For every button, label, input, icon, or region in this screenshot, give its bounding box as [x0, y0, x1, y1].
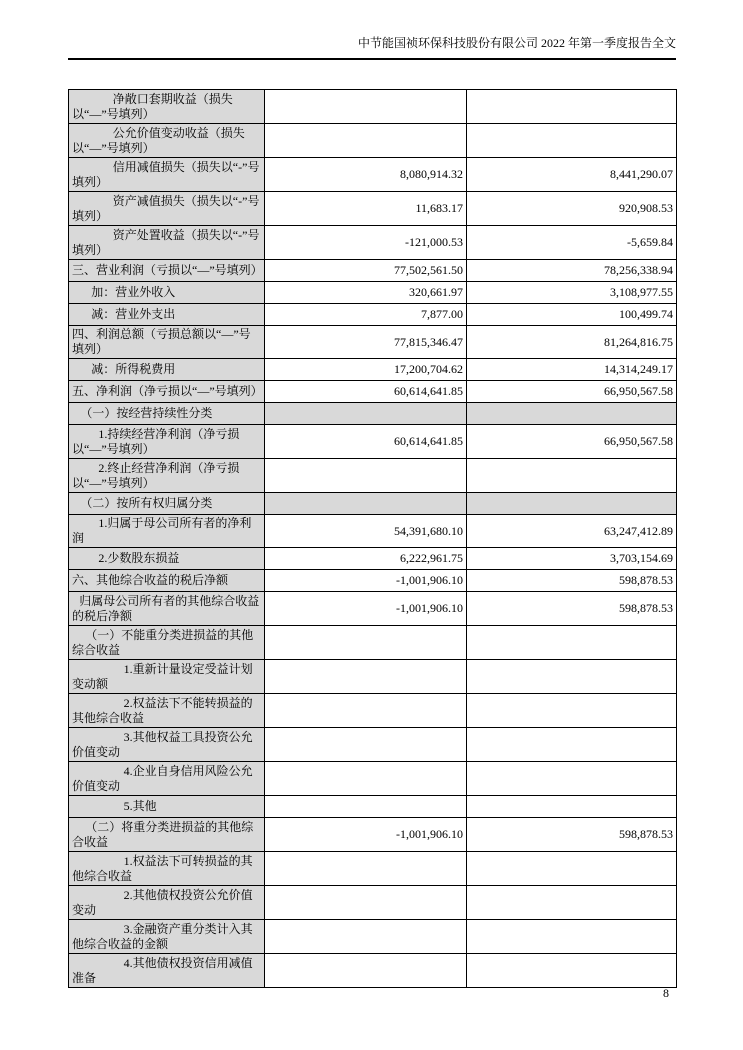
table-row [69, 796, 677, 818]
row-value-current [265, 493, 467, 515]
row-value-current [265, 762, 467, 796]
row-value-current: 8,080,914.32 [265, 158, 467, 192]
row-value-prior: 66,950,567.58 [467, 381, 677, 403]
report-title: 中节能国祯环保科技股份有限公司 2022 年第一季度报告全文 [357, 36, 676, 50]
row-label: 净敞口套期收益（损失以“—”号填列） [69, 90, 265, 124]
row-label: 1.重新计量设定受益计划变动额 [69, 660, 265, 694]
row-value-current [265, 852, 467, 886]
row-value-current [265, 626, 467, 660]
table-row [69, 548, 677, 570]
row-value-prior [467, 459, 677, 493]
table-row [69, 304, 677, 326]
row-label: 2.少数股东损益 [69, 548, 265, 570]
row-value-current: 6,222,961.75 [265, 548, 467, 570]
row-label: 减：营业外支出 [69, 304, 265, 326]
row-label: 资产减值损失（损失以“-”号填列） [69, 192, 265, 226]
row-value-prior [467, 694, 677, 728]
row-value-prior: 3,108,977.55 [467, 282, 677, 304]
row-value-prior [467, 660, 677, 694]
table-row [69, 818, 677, 852]
row-value-prior: 3,703,154.69 [467, 548, 677, 570]
row-value-current: 320,661.97 [265, 282, 467, 304]
row-value-current [265, 886, 467, 920]
table-row [69, 852, 677, 886]
row-label: 3.其他权益工具投资公允价值变动 [69, 728, 265, 762]
row-value-current: -1,001,906.10 [265, 592, 467, 626]
row-label: 资产处置收益（损失以“-”号填列） [69, 226, 265, 260]
row-label: 减：所得税费用 [69, 359, 265, 381]
row-value-current [265, 660, 467, 694]
row-value-prior: 598,878.53 [467, 592, 677, 626]
row-label: 公允价值变动收益（损失以“—”号填列） [69, 124, 265, 158]
row-value-current: 54,391,680.10 [265, 515, 467, 548]
table-row [69, 762, 677, 796]
row-label: 1.权益法下可转损益的其他综合收益 [69, 852, 265, 886]
row-value-current [265, 124, 467, 158]
row-value-prior: 63,247,412.89 [467, 515, 677, 548]
row-value-prior [467, 796, 677, 818]
table-row [69, 515, 677, 548]
row-value-current [265, 954, 467, 988]
row-value-prior [467, 762, 677, 796]
row-value-prior: 920,908.53 [467, 192, 677, 226]
row-label: 4.企业自身信用风险公允价值变动 [69, 762, 265, 796]
table-row [69, 459, 677, 493]
row-value-current: 77,815,346.47 [265, 326, 467, 359]
row-value-current: 11,683.17 [265, 192, 467, 226]
row-label: 五、净利润（净亏损以“—”号填列） [69, 381, 265, 403]
table-row [69, 326, 677, 359]
income-statement-table [68, 89, 677, 988]
row-value-prior [467, 886, 677, 920]
row-label: 归属母公司所有者的其他综合收益的税后净额 [69, 592, 265, 626]
row-label: 加：营业外收入 [69, 282, 265, 304]
income-statement-body [69, 90, 677, 988]
row-value-current [265, 920, 467, 954]
table-row [69, 359, 677, 381]
page-header [68, 36, 676, 60]
table-row [69, 226, 677, 260]
row-value-prior: 78,256,338.94 [467, 260, 677, 282]
row-value-prior [467, 493, 677, 515]
table-row [69, 493, 677, 515]
row-label: 三、营业利润（亏损以“—”号填列） [69, 260, 265, 282]
row-value-prior [467, 626, 677, 660]
row-label: 1.持续经营净利润（净亏损以“—”号填列） [69, 425, 265, 459]
table-row [69, 570, 677, 592]
row-value-current: 77,502,561.50 [265, 260, 467, 282]
row-value-current [265, 796, 467, 818]
table-row [69, 920, 677, 954]
row-value-current [265, 90, 467, 124]
row-value-prior: 100,499.74 [467, 304, 677, 326]
row-value-prior [467, 954, 677, 988]
row-label: （二）将重分类进损益的其他综合收益 [69, 818, 265, 852]
row-value-prior [467, 728, 677, 762]
table-row [69, 660, 677, 694]
row-value-prior: 598,878.53 [467, 570, 677, 592]
table-row [69, 954, 677, 988]
table-row [69, 728, 677, 762]
row-value-current: -1,001,906.10 [265, 818, 467, 852]
row-value-prior: 14,314,249.17 [467, 359, 677, 381]
row-value-current: 17,200,704.62 [265, 359, 467, 381]
table-row [69, 124, 677, 158]
table-row [69, 403, 677, 425]
table-row [69, 425, 677, 459]
row-value-prior: 8,441,290.07 [467, 158, 677, 192]
row-value-current: 60,614,641.85 [265, 381, 467, 403]
row-label: 信用减值损失（损失以“-”号填列） [69, 158, 265, 192]
row-value-current: -1,001,906.10 [265, 570, 467, 592]
table-row [69, 90, 677, 124]
row-value-current: 60,614,641.85 [265, 425, 467, 459]
row-label: 2.权益法下不能转损益的其他综合收益 [69, 694, 265, 728]
row-value-prior: 66,950,567.58 [467, 425, 677, 459]
table-row [69, 626, 677, 660]
row-label: 1.归属于母公司所有者的净利润 [69, 515, 265, 548]
row-label: 四、利润总额（亏损总额以“—”号填列） [69, 326, 265, 359]
page-number: 8 [663, 986, 669, 1000]
row-value-current [265, 403, 467, 425]
row-label: 2.其他债权投资公允价值变动 [69, 886, 265, 920]
row-value-prior: 598,878.53 [467, 818, 677, 852]
row-value-prior [467, 90, 677, 124]
row-value-prior: 81,264,816.75 [467, 326, 677, 359]
row-value-prior [467, 920, 677, 954]
table-row [69, 592, 677, 626]
row-label: 六、其他综合收益的税后净额 [69, 570, 265, 592]
row-value-current: -121,000.53 [265, 226, 467, 260]
table-row [69, 694, 677, 728]
row-value-prior [467, 403, 677, 425]
row-value-current [265, 728, 467, 762]
table-row [69, 282, 677, 304]
row-value-current [265, 694, 467, 728]
table-row [69, 260, 677, 282]
row-label: （一）按经营持续性分类 [69, 403, 265, 425]
row-value-current: 7,877.00 [265, 304, 467, 326]
row-value-current [265, 459, 467, 493]
row-label: 2.终止经营净利润（净亏损以“—”号填列） [69, 459, 265, 493]
table-row [69, 158, 677, 192]
table-row [69, 192, 677, 226]
row-value-prior [467, 124, 677, 158]
table-row [69, 886, 677, 920]
row-value-prior [467, 852, 677, 886]
row-value-prior: -5,659.84 [467, 226, 677, 260]
row-label: 5.其他 [69, 796, 265, 818]
row-label: 3.金融资产重分类计入其他综合收益的金额 [69, 920, 265, 954]
row-label: （一）不能重分类进损益的其他综合收益 [69, 626, 265, 660]
row-label: 4.其他债权投资信用减值准备 [69, 954, 265, 988]
table-row [69, 381, 677, 403]
row-label: （二）按所有权归属分类 [69, 493, 265, 515]
